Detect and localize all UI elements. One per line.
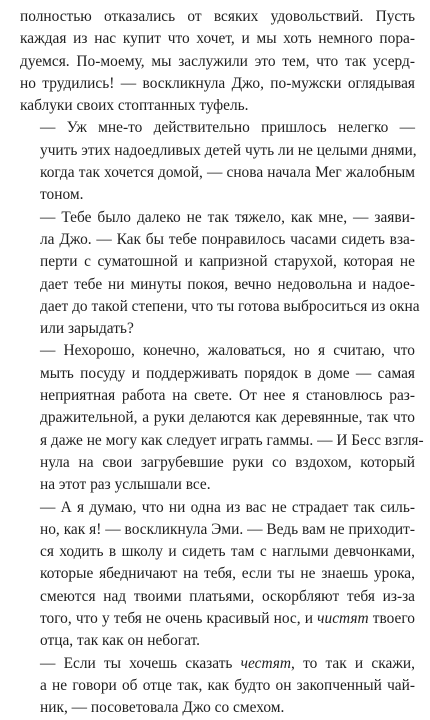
text-line: дражительной, а руки делаются как деревянные, так что — [40, 409, 415, 427]
text-line: но трудились! — воскликнула Джо, по-мужски оглядывая — [20, 74, 415, 92]
text-line: тоном. — [40, 186, 84, 204]
text-line: — Уж мне-то действительно пришлось нелегко — — [40, 119, 415, 137]
text-line: ла Джо. — Как бы тебе понравилось часами сидеть вза- — [40, 230, 415, 248]
text-line: — Тебе было далеко не так тяжело, как мне, — заяви- — [40, 208, 415, 226]
text-line: смеются над твоими платьями, оскорбляют тебя из-за — [40, 587, 415, 605]
paragraph-2 — [20, 117, 415, 206]
text-line: учить этих надоедливых детей чуть ли не целыми днями, — [40, 141, 417, 159]
text-line: но, как я! — воскликнула Эми. — Ведь вам не приходит- — [40, 520, 415, 538]
text-line: каждая из нас купит что хочет, и мы хоть немного пора- — [20, 30, 415, 48]
text-line: дуемся. По-моему, мы заслужили это тем, что так усерд- — [20, 52, 415, 70]
text-line: неприятная работа на свете. От нее я становлюсь раз- — [40, 387, 415, 405]
italic-word: честят — [240, 654, 292, 672]
text-line: ник, — посоветовала Джо со смехом. — [40, 699, 285, 717]
text-run: — Если ты хочешь сказать — [40, 654, 241, 672]
text-line: мыть посуду и поддерживать порядок в доме — самая — [40, 364, 415, 382]
text-run: того, что у тебя не очень красивый нос, и — [40, 610, 318, 628]
text-line: а не говори об отце так, как будто он закопченный чай- — [40, 676, 415, 694]
paragraph-4 — [20, 340, 424, 496]
italic-word: чистят — [317, 610, 369, 628]
text-line: — Нехорошо, конечно, жаловаться, но я считаю, что — [40, 342, 415, 360]
text-line: на этот раз услышали все. — [40, 476, 211, 494]
paragraph-6 — [20, 653, 415, 720]
text-line: которые ябедничают на тебя, если ты не знаешь урока, — [40, 565, 415, 583]
text-line: ся ходить в школу и сидеть там с наглыми девчонками, — [40, 543, 415, 561]
text-line: когда так хочется домой, — снова начала Мег жалобным — [40, 164, 415, 182]
paragraph-3 — [20, 207, 420, 341]
text-line: каблуки своих стоптанных туфель. — [20, 97, 249, 115]
text-line: — А я думаю, что ни одна из вас не страдает так силь- — [40, 498, 415, 516]
text-line: дает до такой степени, что ты готова выброситься из окна — [40, 297, 420, 315]
paragraph-5 — [20, 497, 415, 653]
text-line — [20, 608, 415, 630]
text-line: перти с суматошной и капризной старухой, которая не — [40, 253, 415, 271]
text-line — [20, 653, 415, 675]
paragraph-1 — [20, 6, 415, 117]
text-line: отца, так как он небогат. — [40, 632, 200, 650]
text-run: твоего — [368, 610, 415, 628]
text-line: я даже не могу как следует играть гаммы. — И Бесс взгля- — [40, 431, 424, 449]
page-text — [20, 6, 424, 720]
text-line: или зарыдать? — [40, 320, 134, 338]
text-run: , то так и скажи, — [291, 654, 416, 672]
text-line: полностью отказались от всяких удовольствий. Пусть — [20, 8, 415, 25]
text-line: дает тебе ни минуты покоя, вечно недовольна и надое- — [40, 275, 415, 293]
text-line: нула на свои загрубевшие руки со вздохом, который — [40, 453, 415, 471]
